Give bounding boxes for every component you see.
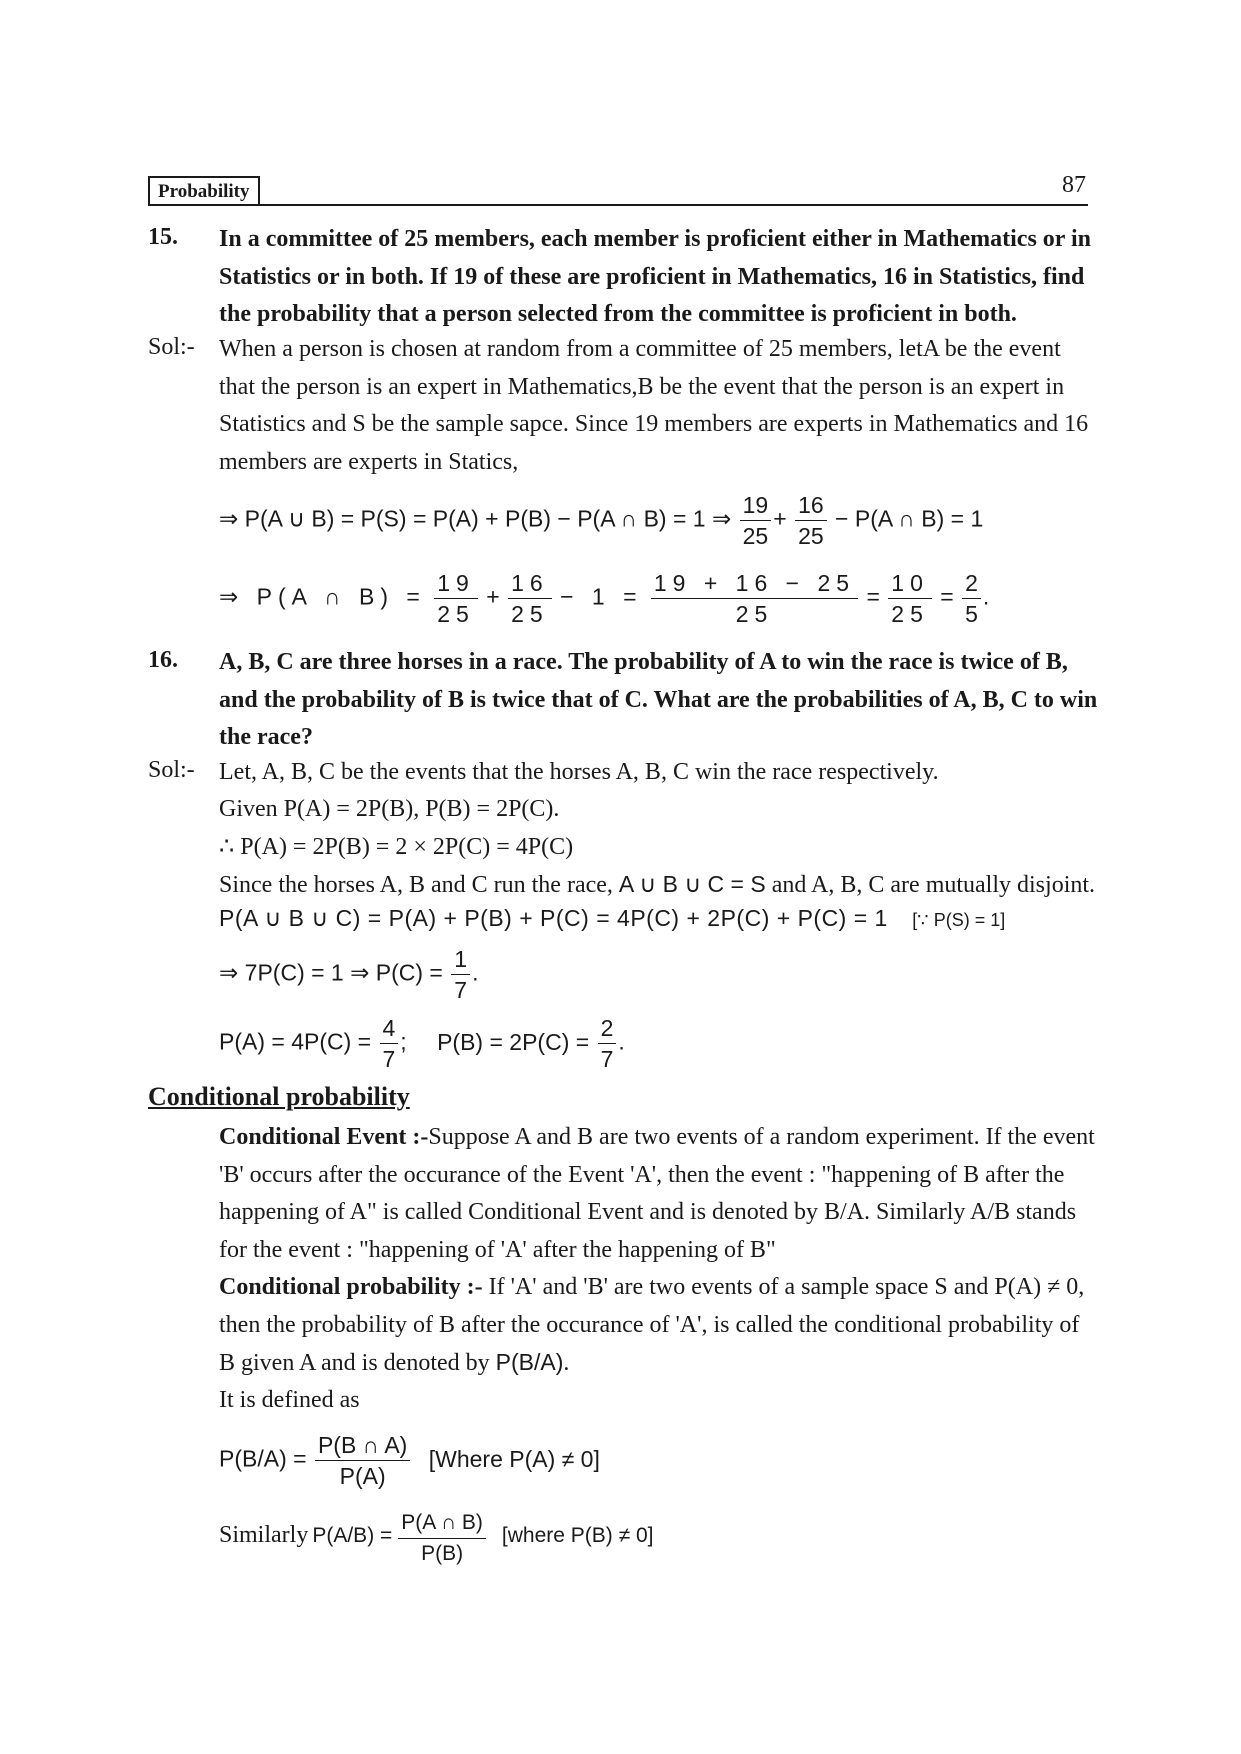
numerator: 19 + 16 − 25 [651,568,858,599]
eq-text: = [940,583,954,610]
numerator: 4 [380,1013,399,1044]
numerator: 19 [740,490,772,521]
denominator: 25 [511,601,549,627]
fraction [434,568,478,629]
solution-16-line1: Let, A, B, C be the events that the horses A, B, C win the race respectively. [219,759,939,785]
conditional-probability-end: . [563,1350,570,1376]
section-tag: Probability [148,176,260,204]
solution-16-line6 [219,944,478,1005]
numerator: P(B ∩ A) [315,1430,410,1461]
conditional-probability-math: P(B/A) [495,1349,564,1375]
equation-15-1 [219,490,983,551]
eq-text: + [486,583,500,610]
solution-16-line7 [219,1013,625,1074]
denominator: 25 [742,523,769,549]
equation-15-2 [219,568,989,629]
fraction [651,568,858,629]
fraction [888,568,932,629]
denominator: 25 [798,523,824,549]
formula-note: [Where P(A) ≠ 0] [428,1445,600,1472]
eq-text: ⇒ P(A ∪ B) = P(S) = P(A) + P(B) − P(A ∩ B) = 1 ⇒ [219,505,732,532]
numerator: 10 [888,568,932,599]
conditional-event-label: Conditional Event :- [219,1124,429,1150]
formula-lhs: P(A/B) = [312,1524,393,1548]
section-title: Conditional probability [148,1082,410,1111]
fraction [795,490,827,551]
fraction [315,1430,410,1491]
denominator: 7 [382,1046,396,1072]
conditional-event-paragraph [219,1119,1099,1269]
eq-text: . [472,959,479,986]
numerator: 2 [598,1013,617,1044]
solution-16-line5 [219,905,1005,932]
fraction [598,1013,617,1074]
eq-text: ; [400,1028,407,1055]
conditional-probability-label: Conditional probability :- [219,1274,483,1300]
line4-text-b: and A, B, C are mutually disjoint. [771,872,1096,898]
fraction [451,944,470,1005]
numerator: 19 [434,568,478,599]
numerator: P(A ∩ B) [398,1508,486,1539]
question-16-text: A, B, C are three horses in a race. The probability of A to win the race is twice of B, and the probability of B is twice that of C. What are the probabilities of A, B, C to win the race? [219,649,1098,750]
numerator: 16 [795,490,827,521]
line4-math: A ∪ B ∪ C = S [618,871,766,897]
conditional-event-text: Suppose A and B are two events of a random experiment. If the event 'B' occurs after the occurance of the Event 'A', then the event : "happening of B after the happening of A" is called Conditional Event and is denoted by B/A. Similarly A/B stands for the event : "happening of 'A' after the happening of B" [219,1124,1095,1263]
denominator: 25 [735,601,774,627]
numerator: 16 [508,568,552,599]
formula-b-given-a [219,1430,600,1491]
line4-text-a: Since the horses A, B and C run the race, [219,872,613,898]
eq-text: = [866,583,880,610]
fraction [508,568,552,629]
conditional-probability-paragraph [219,1269,1099,1383]
denominator: 5 [965,601,978,627]
solution-15-text: When a person is chosen at random from a committee of 25 members, letA be the event that the person is an expert in Mathematics,B be the event that the person is an expert in Statistics and S be the sample sapce. Since 19 members are experts in Mathematics and 16 members are experts in Statics, [219,336,1089,475]
denominator: 7 [454,977,468,1003]
solution-16-label: Sol:- [148,757,195,783]
denominator: P(B) [421,1542,464,1565]
eq-text: . [618,1028,625,1055]
fraction [740,490,772,551]
eq-text: . [982,583,990,610]
conditional-probability-text: If 'A' and 'B' are two events of a sample space S and P(A) ≠ 0, then the probability of B after the occurance of 'A', is called the conditional probability of B given A and is denoted by [219,1274,1085,1376]
formula-note: [where P(B) ≠ 0] [501,1524,654,1548]
solution-15-label: Sol:- [148,334,195,360]
denominator: 7 [600,1046,614,1072]
eq-text: + [773,505,787,532]
eq-text: P(B) = 2P(C) = [437,1028,590,1055]
eq-text: − 1 = [560,583,643,610]
numerator: 2 [962,568,981,599]
question-15-text: In a committee of 25 members, each member is proficient either in Mathematics or in Statistics or in both. If 19 of these are proficient in Mathematics, 16 in Statistics, find the probability that a person selected from the committee is proficient in both. [219,226,1092,327]
denominator: 25 [437,601,475,627]
fraction [962,568,981,629]
page-number: 87 [1062,172,1086,198]
fraction [380,1013,399,1074]
solution-16-line2: Given P(A) = 2P(B), P(B) = 2P(C). [219,796,560,822]
numerator: 1 [451,944,470,975]
formula-prefix: Similarly [219,1522,309,1549]
defined-as-text: It is defined as [219,1387,360,1413]
eq-note: [∵ P(S) = 1] [912,910,1006,930]
denominator: P(A) [339,1463,386,1489]
eq-text: ⇒ P(A ∩ B) = [219,583,426,610]
formula-a-given-b [219,1508,654,1569]
denominator: 25 [891,601,929,627]
solution-16-line4 [219,866,1099,905]
solution-16-line3: ∴ P(A) = 2P(B) = 2 × 2P(C) = 4P(C) [219,834,574,860]
eq-text: ⇒ 7P(C) = 1 ⇒ P(C) = [219,959,443,986]
question-16-number: 16. [148,647,178,673]
formula-lhs: P(B/A) = [219,1445,307,1472]
question-15-number: 15. [148,224,178,250]
eq-text: P(A) = 4P(C) = [219,1028,372,1055]
fraction [398,1508,486,1569]
page-header [148,172,1088,206]
eq-text: − P(A ∩ B) = 1 [835,505,984,532]
eq-text: P(A ∪ B ∪ C) = P(A) + P(B) + P(C) = 4P(C) + 2P(C) + P(C) = 1 [219,905,888,931]
